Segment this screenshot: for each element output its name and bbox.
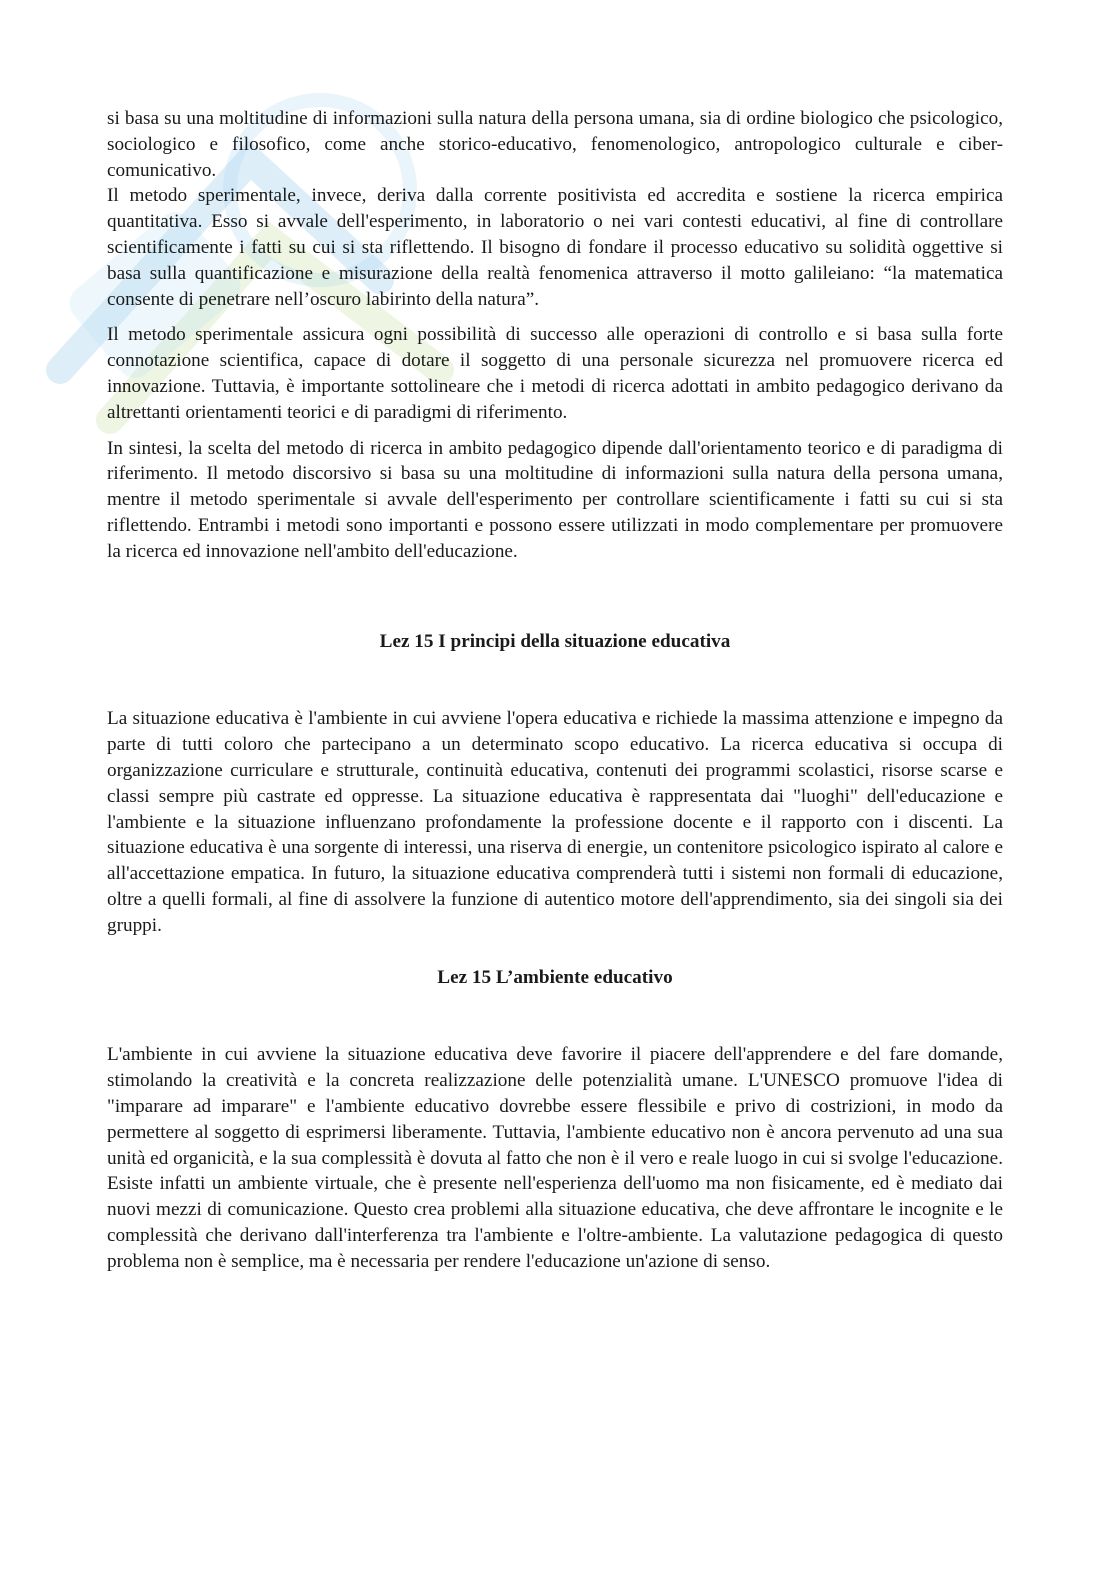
heading-educational-environment: Lez 15 L’ambiente educativo: [437, 966, 673, 988]
paragraph-summary: In sintesi, la scelta del metodo di ricerca in ambito pedagogico dipende dall'orientamento teorico e di paradigma di riferimento. Il metodo discorsivo si basa su una moltitudine di informazioni sulla natura della persona umana, mentre il metodo sperimentale si avvale dell'esperimento per controllare scientificamente i fatti su cui si sta riflettendo. Entrambi i metodi sono importanti e possono essere utilizzati in modo complementare per promuovere la ricerca ed innovazione nell'ambito dell'educazione.: [107, 437, 1003, 562]
paragraph-experimental-method: Il metodo sperimentale, invece, deriva dalla corrente positivista ed accredita e sostiene la ricerca empirica quantitativa. Esso si avvale dell'esperimento, in laboratorio o nei vari contesti educativi, al fine di controllare scientificamente i fatti su cui si sta riflettendo. Il bisogno di fondare il processo educativo su solidità oggettive si basa sulla quantificazione e misurazione della realtà fenomenica attraverso il motto galileiano: “la matematica consente di penetrare nell’oscuro labirinto della natura”.: [107, 185, 1003, 310]
paragraph-educational-situation: La situazione educativa è l'ambiente in cui avviene l'opera educativa e richiede la massima attenzione e impegno da parte di tutti coloro che partecipano a un determinato scopo educativo. La ricerca educativa si occupa di organizzazione curriculare e strutturale, continuità educativa, contenuti dei programmi scolastici, risorse scarse e classi sempre più castrate ed oppresse. La situazione educativa è rappresentata dai "luoghi" dell'educazione e l'ambiente e la situazione influenzano profondamente la professione docente e il rapporto con i discenti. La situazione educativa è una sorgente di interessi, una riserva di energie, un contenitore psicologico ispirato al calore e all'accettazione empatica. In futuro, la situazione educativa comprenderà tutti i sistemi non formali di educazione, oltre a quelli formali, al fine di assolvere la funzione di autentico motore dell'apprendimento, sia dei singoli sia dei gruppi.: [107, 708, 1003, 936]
document-body: [107, 106, 1003, 1274]
heading-principles-educational-situation: Lez 15 I principi della situazione educativa: [379, 630, 731, 652]
paragraph-educational-environment: L'ambiente in cui avviene la situazione educativa deve favorire il piacere dell'apprendere e del fare domande, stimolando la creatività e la concreta realizzazione delle potenzialità umane. L'UNESCO promuove l'idea di "imparare ad imparare" e l'ambiente educativo dovrebbe essere flessibile e privo di costrizioni, in modo da permettere al soggetto di esprimersi liberamente. Tuttavia, l'ambiente educativo non è ancora pervenuto ad una sua unità ed organicità, e la sua complessità è dovuta al fatto che non è il vero e reale luogo in cui si svolge l'educazione. Esiste infatti un ambiente virtuale, che è presente nell'esperienza dell'uomo ma non fisicamente, ed è mediato dai nuovi mezzi di comunicazione. Questo crea problemi alla situazione educativa, che deve affrontare le incognite e le complessità che derivano dall'interferenza tra l'ambiente e l'oltre-ambiente. La valutazione pedagogica di questo problema non è semplice, ma è necessaria per rendere l'educazione un'azione di senso.: [107, 1044, 1003, 1272]
paragraph-experimental-success: Il metodo sperimentale assicura ogni possibilità di successo alle operazioni di controllo e si basa sulla forte connotazione scientifica, capace di dotare il soggetto di una personale sicurezza nel promuovere ricerca ed innovazione. Tuttavia, è importante sottolineare che i metodi di ricerca adottati in ambito pedagogico derivano da altrettanti orientamenti teorici e di paradigmi di riferimento.: [107, 324, 1003, 423]
paragraph-discursive-method-end: si basa su una moltitudine di informazioni sulla natura della persona umana, sia di ordine biologico che psicologico, sociologico e filosofico, come anche storico-educativo, fenomenologico, antropologico culturale e ciber-comunicativo.: [107, 108, 1003, 181]
